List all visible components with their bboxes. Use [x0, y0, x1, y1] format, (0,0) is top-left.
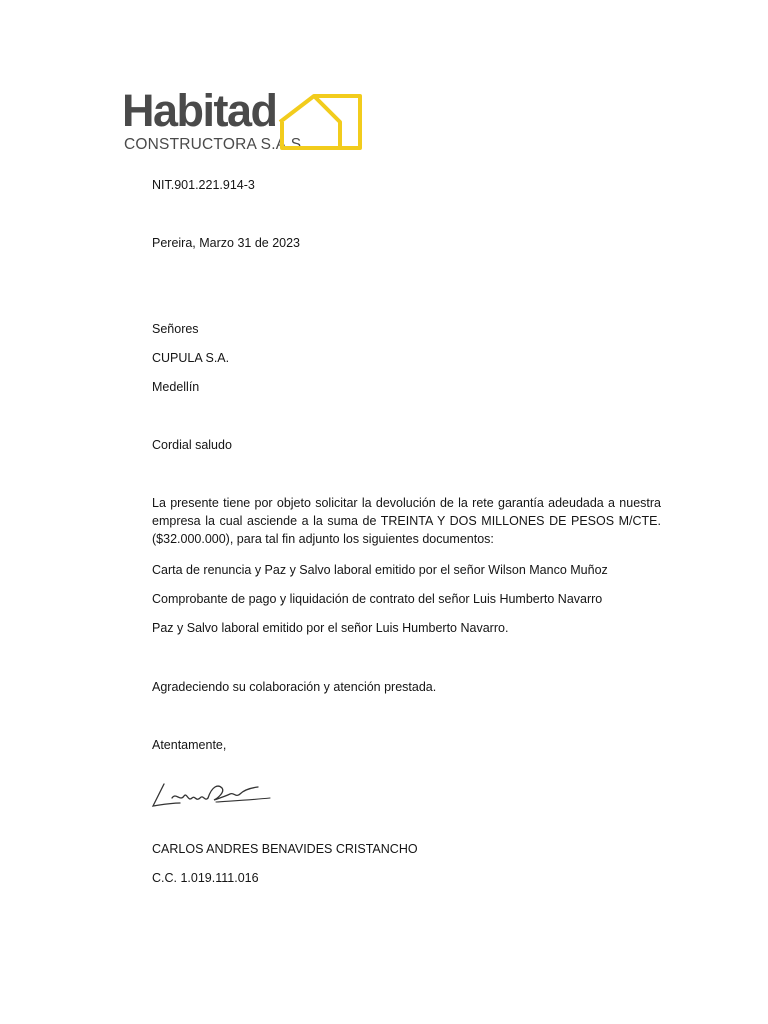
company-logo	[110, 84, 372, 162]
recipient-city: Medellín	[152, 380, 200, 394]
logo-wordmark: Habitad	[122, 85, 277, 136]
thanks-line: Agradeciendo su colaboración y atención prestada.	[152, 680, 437, 694]
greeting: Cordial saludo	[152, 438, 232, 452]
document-item: Carta de renuncia y Paz y Salvo laboral emitido por el señor Wilson Manco Muñoz	[152, 563, 608, 577]
document-item: Comprobante de pago y liquidación de contrato del señor Luis Humberto Navarro	[152, 592, 603, 606]
handwritten-signature	[150, 776, 275, 812]
signer-id: C.C. 1.019.111.016	[152, 871, 259, 885]
house-icon	[276, 92, 364, 152]
closing-line: Atentamente,	[152, 738, 227, 752]
body-paragraph: La presente tiene por objeto solicitar la devolución de la rete garantía adeudada a nuestra empresa la cual asciende a la suma de TREINTA Y DOS MILLONES DE PESOS M/CTE. ($32.000.000), para tal fin adjunto los siguientes documentos:	[152, 496, 661, 546]
recipient-company: CUPULA S.A.	[152, 351, 230, 365]
company-nit: NIT.901.221.914-3	[152, 178, 255, 192]
logo-subtitle: CONSTRUCTORA S.A.S	[124, 136, 302, 153]
document-item: Paz y Salvo laboral emitido por el señor Luis Humberto Navarro.	[152, 621, 509, 635]
place-date: Pereira, Marzo 31 de 2023	[152, 236, 301, 250]
signer-name: CARLOS ANDRES BENAVIDES CRISTANCHO	[152, 842, 418, 856]
recipient-salutation: Señores	[152, 322, 199, 336]
